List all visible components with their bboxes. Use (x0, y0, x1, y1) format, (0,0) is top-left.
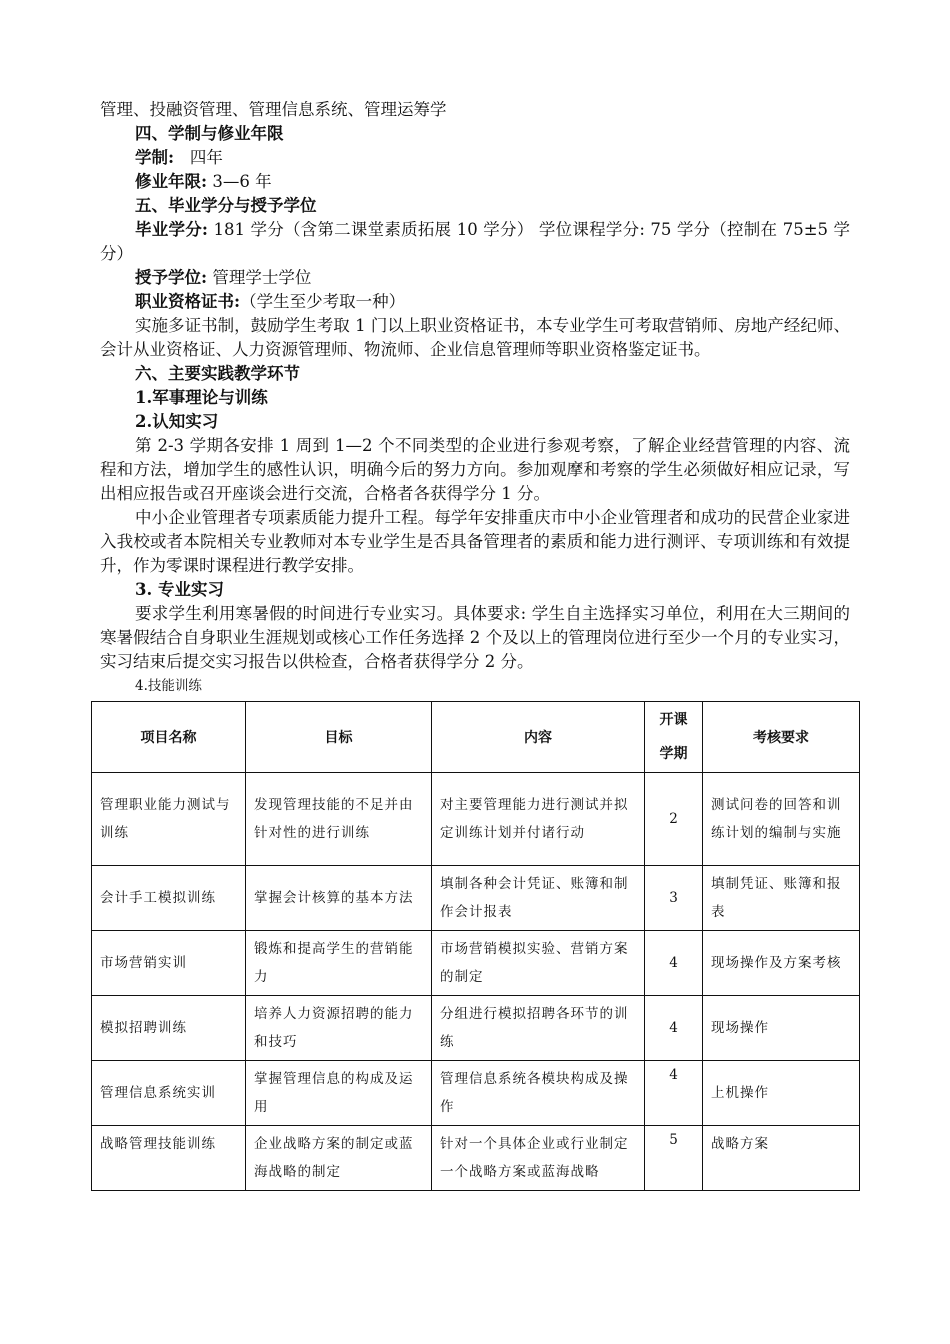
table-row (92, 931, 860, 996)
cell-content: 对主要管理能力进行测试并拟定训练计划并付诸行动 (432, 773, 645, 866)
table-row (92, 1061, 860, 1126)
header-term-line2: 学期 (659, 746, 688, 762)
section-heading: 六、主要实践教学环节 (135, 364, 300, 383)
cell-content: 市场营销模拟实验、营销方案的制定 (432, 931, 645, 996)
cell-term: 5 (645, 1126, 703, 1191)
paragraph: 中小企业管理者专项素质能力提升工程。每学年安排重庆市中小企业管理者和成功的民营企业家进入我校或者本院相关专业教师对本专业学生是否具备管理者的素质和能力进行测评、专项训练和有效提升，作为零课时课程进行教学安排。 (100, 508, 850, 575)
field-row (100, 290, 850, 314)
cell-term: 4 (645, 1061, 703, 1126)
header-goal: 目标 (246, 702, 432, 773)
paragraph: 要求学生利用寒暑假的时间进行专业实习。具体要求: 学生自主选择实习单位，利用在大三期间的寒暑假结合自身职业生涯规划或核心工作任务选择 2 个及以上的管理岗位进行至少一个月的专业实习，实习结束后提交实习报告以供检查，合格者获得学分 2 分。 (100, 604, 850, 671)
section-heading: 四、学制与修业年限 (135, 124, 284, 143)
field-value: 3—6 年 (212, 172, 272, 191)
table-row (92, 996, 860, 1061)
cell-goal: 掌握管理信息的构成及运用 (246, 1061, 432, 1126)
cell-name: 管理信息系统实训 (92, 1061, 246, 1126)
cell-goal: 锻炼和提高学生的营销能力 (246, 931, 432, 996)
field-label: 毕业学分: (135, 220, 209, 239)
field-label: 修业年限: (135, 172, 208, 191)
field-value: 四年 (189, 148, 223, 167)
table-row (92, 1126, 860, 1191)
cell-assess: 现场操作及方案考核 (703, 931, 860, 996)
cell-assess: 测试问卷的回答和训练计划的编制与实施 (703, 773, 860, 866)
table-row (92, 866, 860, 931)
skills-training-table (91, 701, 860, 1191)
cell-content: 填制各种会计凭证、账簿和制作会计报表 (432, 866, 645, 931)
cell-term: 4 (645, 996, 703, 1061)
paragraph: 第 2-3 学期各安排 1 周到 1—2 个不同类型的企业进行参观考察，了解企业经营管理的内容、流程和方法，增加学生的感性认识，明确今后的努力方向。参加观摩和考察的学生必须做好相应记录，写出相应报告或召开座谈会进行交流，合格者各获得学分 1 分。 (100, 436, 850, 503)
header-term-line1: 开课 (659, 712, 688, 728)
paragraph (100, 218, 850, 266)
cell-goal: 培养人力资源招聘的能力和技巧 (246, 996, 432, 1061)
field-value: （学生至少考取一种） (240, 292, 406, 311)
cell-content: 管理信息系统各模块构成及操作 (432, 1061, 645, 1126)
subsection-heading: 4.技能训练 (135, 678, 202, 694)
cell-name: 管理职业能力测试与训练 (92, 773, 246, 866)
field-value: 管理学士学位 (212, 268, 312, 287)
document-page (100, 98, 850, 1191)
header-term (645, 702, 703, 773)
field-label: 职业资格证书: (135, 292, 241, 311)
cell-assess: 现场操作 (703, 996, 860, 1061)
header-name: 项目名称 (92, 702, 246, 773)
text-line: 管理、投融资管理、管理信息系统、管理运筹学 (100, 100, 447, 119)
field-label: 学制: (135, 148, 175, 167)
cell-goal: 企业战略方案的制定或蓝海战略的制定 (246, 1126, 432, 1191)
cell-name: 会计手工模拟训练 (92, 866, 246, 931)
section-heading: 五、毕业学分与授予学位 (135, 196, 317, 215)
field-row (100, 170, 850, 194)
cell-name: 模拟招聘训练 (92, 996, 246, 1061)
header-content: 内容 (432, 702, 645, 773)
cell-term: 2 (645, 773, 703, 866)
cell-assess: 填制凭证、账簿和报表 (703, 866, 860, 931)
cell-content: 针对一个具体企业或行业制定一个战略方案或蓝海战略 (432, 1126, 645, 1191)
cell-name: 市场营销实训 (92, 931, 246, 996)
table-header-row (92, 702, 860, 773)
cell-term: 4 (645, 931, 703, 996)
cell-name: 战略管理技能训练 (92, 1126, 246, 1191)
table-row (92, 773, 860, 866)
subsection-heading: 1.军事理论与训练 (135, 388, 268, 407)
cell-goal: 发现管理技能的不足并由针对性的进行训练 (246, 773, 432, 866)
field-label: 授予学位: (135, 268, 208, 287)
cell-assess: 上机操作 (703, 1061, 860, 1126)
subsection-heading: 2.认知实习 (135, 412, 219, 431)
field-row (100, 266, 850, 290)
paragraph: 实施多证书制，鼓励学生考取 1 门以上职业资格证书，本专业学生可考取营销师、房地产经纪师、会计从业资格证、人力资源管理师、物流师、企业信息管理师等职业资格鉴定证书。 (100, 316, 850, 359)
field-row (100, 146, 850, 170)
cell-assess: 战略方案 (703, 1126, 860, 1191)
cell-content: 分组进行模拟招聘各环节的训练 (432, 996, 645, 1061)
header-assess: 考核要求 (703, 702, 860, 773)
field-value: 181 学分（含第二课堂素质拓展 10 学分） 学位课程学分: 75 学分（控制在 75±5 学分） (100, 220, 850, 263)
cell-term: 3 (645, 866, 703, 931)
cell-goal: 掌握会计核算的基本方法 (246, 866, 432, 931)
subsection-heading: 3. 专业实习 (135, 580, 224, 599)
